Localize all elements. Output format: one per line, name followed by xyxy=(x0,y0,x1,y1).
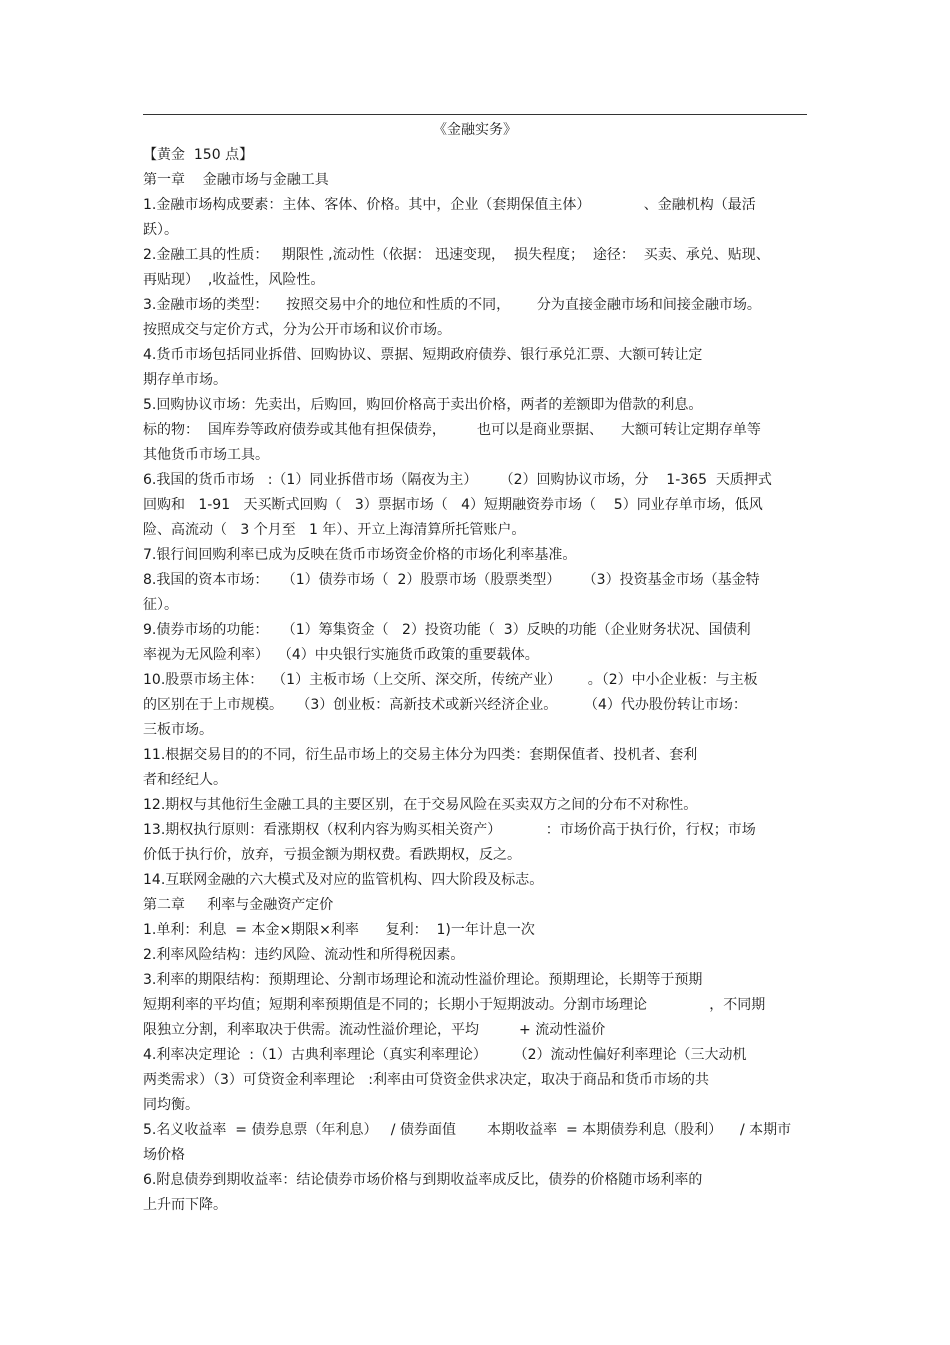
text-line: 【黄金 150 点】 xyxy=(143,147,254,163)
text-line: 9.债券市场的功能： （1）筹集资金（ 2）投资功能（ 3）反映的功能（企业财务状况、国债利 xyxy=(143,622,751,638)
text-line: 同均衡。 xyxy=(143,1097,199,1113)
text-line: 回购和 1-91 天买断式回购（ 3）票据市场（ 4）短期融资券市场（ 5）同业存单市场，低风 xyxy=(143,497,763,513)
text-line: 13.期权执行原则：看涨期权（权利内容为购买相关资产） ：市场价高于执行价，行权；市场 xyxy=(143,822,756,838)
text-line: 者和经纪人。 xyxy=(143,772,227,788)
header-rule xyxy=(143,114,807,115)
text-line: 7.银行间回购利率已成为反映在货币市场资金价格的市场化利率基准。 xyxy=(143,547,577,563)
text-line: 征）。 xyxy=(143,597,178,613)
text-line: 短期利率的平均值；短期利率预期值是不同的；长期小于短期波动。分割市场理论 ，不同期 xyxy=(143,997,766,1013)
text-line: 两类需求）（3）可贷资金利率理论 :利率由可贷资金供求决定，取决于商品和货币市场的共 xyxy=(143,1072,709,1088)
text-line: 2.利率风险结构：违约风险、流动性和所得税因素。 xyxy=(143,947,465,963)
text-line: 2.金融工具的性质： 期限性 ,流动性（依据： 迅速变现， 损失程度； 途径： 买卖、承兑、贴现、 xyxy=(143,247,770,263)
text-line: 5.回购协议市场：先卖出，后购回，购回价格高于卖出价格，两者的差额即为借款的利息。 xyxy=(143,397,703,413)
text-line: 14.互联网金融的六大模式及对应的监管机构、四大阶段及标志。 xyxy=(143,872,544,888)
text-line: 标的物： 国库券等政府债券或其他有担保债券， 也可以是商业票据、 大额可转让定期存单等 xyxy=(143,422,761,438)
text-line: 1.单利：利息 = 本金×期限×利率 复利： 1)一年计息一次 xyxy=(143,922,535,938)
text-line: 6.我国的货币市场 :（1）同业拆借市场（隔夜为主） （2）回购协议市场，分 1-365 天质押式 xyxy=(143,472,772,488)
text-line: 按照成交与定价方式，分为公开市场和议价市场。 xyxy=(143,322,451,338)
text-line: 8.我国的资本市场： （1）债券市场（ 2）股票市场（股票类型） （3）投资基金市场（基金特 xyxy=(143,572,760,588)
text-line: 场价格 xyxy=(143,1147,185,1163)
text-line: 1.金融市场构成要素：主体、客体、价格。其中，企业（套期保值主体） 、金融机构（最活 xyxy=(143,197,756,213)
text-line: 上升而下降。 xyxy=(143,1197,227,1213)
text-line: 率视为无风险利率） （4）中央银行实施货币政策的重要载体。 xyxy=(143,647,539,663)
text-line: 跃）。 xyxy=(143,222,178,238)
document-body xyxy=(143,143,808,1218)
text-line: 第二章 利率与金融资产定价 xyxy=(143,897,334,913)
text-line: 10.股票市场主体： （1）主板市场（上交所、深交所，传统产业） 。（2）中小企业板：与主板 xyxy=(143,672,758,688)
text-line: 险、高流动（ 3 个月至 1 年）、开立上海清算所托管账户。 xyxy=(143,522,526,538)
text-line: 限独立分割，利率取决于供需。流动性溢价理论，平均 + 流动性溢价 xyxy=(143,1022,606,1038)
text-line: 3.利率的期限结构：预期理论、分割市场理论和流动性溢价理论。预期理论，长期等于预期 xyxy=(143,972,703,988)
text-line: 3.金融市场的类型： 按照交易中介的地位和性质的不同， 分为直接金融市场和间接金融市场。 xyxy=(143,297,761,313)
text-line: 5.名义收益率 = 债券息票（年利息） / 债券面值 本期收益率 = 本期债券利息（股利） / 本期市 xyxy=(143,1122,792,1138)
text-line: 12.期权与其他衍生金融工具的主要区别，在于交易风险在买卖双方之间的分布不对称性。 xyxy=(143,797,698,813)
text-line: 再贴现） ,收益性，风险性。 xyxy=(143,272,325,288)
text-line: 三板市场。 xyxy=(143,722,213,738)
text-line: 其他货币市场工具。 xyxy=(143,447,269,463)
text-line: 价低于执行价，放弃，亏损金额为期权费。看跌期权，反之。 xyxy=(143,847,521,863)
text-line: 11.根据交易目的的不同，衍生品市场上的交易主体分为四类：套期保值者、投机者、套利 xyxy=(143,747,698,763)
document-title: 《金融实务》 xyxy=(433,122,517,138)
text-line: 6.附息债券到期收益率：结论债券市场价格与到期收益率成反比，债券的价格随市场利率的 xyxy=(143,1172,703,1188)
text-line: 的区别在于上市规模。 （3）创业板：高新技术或新兴经济企业。 （4）代办股份转让市场： xyxy=(143,697,747,713)
text-line: 第一章 金融市场与金融工具 xyxy=(143,172,329,188)
text-line: 4.货币市场包括同业拆借、回购协议、票据、短期政府债券、银行承兑汇票、大额可转让定 xyxy=(143,347,703,363)
text-line: 期存单市场。 xyxy=(143,372,227,388)
text-line: 4.利率决定理论 :（1）古典利率理论（真实利率理论） （2）流动性偏好利率理论（三大动机 xyxy=(143,1047,747,1063)
